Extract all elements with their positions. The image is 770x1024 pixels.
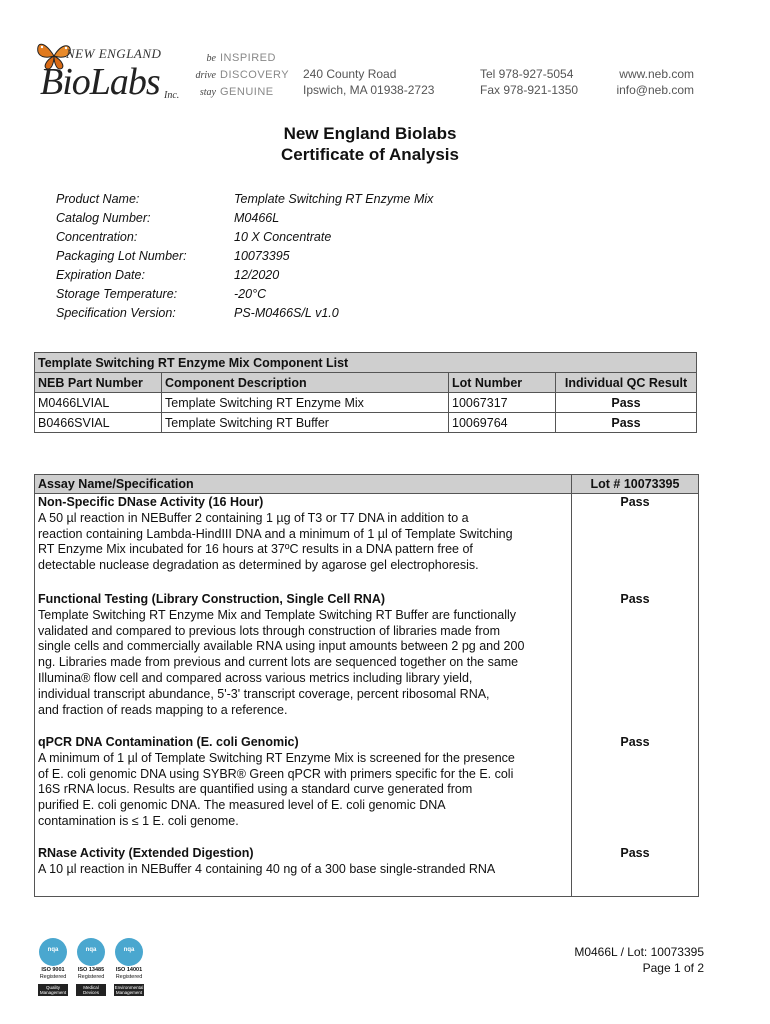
table-row [35, 413, 697, 433]
info-value: 10 X Concentrate [234, 230, 332, 244]
tagline [190, 50, 290, 101]
info-value: M0466L [234, 211, 280, 225]
iso-9001-badge [38, 938, 68, 998]
tagline-word: DISCOVERY [220, 69, 290, 81]
info-label: Concentration: [56, 230, 138, 244]
address-line: Ipswich, MA 01938-2723 [303, 83, 435, 97]
assay-item [38, 592, 566, 718]
assay-line: single cells and commercially available RNA using input amounts between 2 pg and 200 [38, 639, 525, 654]
tel: Tel 978-927-5054 [480, 67, 574, 81]
assay-line: Illumina® flow cell and compared across various metrics including library yield, [38, 670, 473, 685]
assay-body [35, 494, 698, 896]
assay-line: detectable nuclease degradation as determined by agarose gel electrophoresis. [38, 558, 479, 573]
company-title: New England Biolabs [283, 124, 457, 143]
assay-table [34, 474, 699, 897]
nqa-text: nqa [47, 947, 59, 953]
info-label: Catalog Number: [56, 211, 151, 225]
info-value: Template Switching RT Enzyme Mix [234, 192, 434, 206]
assay-line: contamination is ≤ 1 E. coli genome. [38, 813, 239, 828]
nqa-logo-icon [39, 938, 67, 966]
assay-item [38, 846, 566, 878]
iso-number: ISO 9001 [41, 967, 65, 973]
assay-line: A 10 µl reaction in NEBuffer 4 containing 40 ng of a 300 base single-stranded RNA [38, 861, 496, 876]
assay-line: 16S rRNA locus. Results are quantified using a standard curve generated from [38, 782, 473, 797]
iso-label: Medical Devices [76, 984, 106, 996]
info-label: Storage Temperature: [56, 287, 178, 301]
tagline-word: be [206, 53, 216, 64]
assay-line: purified E. coli genomic DNA. The measured level of E. coli genomic DNA [38, 798, 446, 813]
assay-result: Pass [620, 592, 650, 606]
assay-lot-label: Lot # 10073395 [590, 477, 680, 491]
table-cell: 10069764 [449, 413, 556, 433]
assay-name: Functional Testing (Library Construction, Single Cell RNA) [38, 592, 386, 606]
table-row [35, 393, 697, 413]
table-cell: B0466SVIAL [35, 413, 162, 433]
info-value: 12/2020 [234, 268, 280, 282]
tagline-word: GENUINE [220, 86, 274, 98]
iso-registered: Registered [39, 974, 67, 980]
column-header: Individual QC Result [556, 373, 697, 393]
nqa-text: nqa [85, 947, 97, 953]
nqa-logo-icon [115, 938, 143, 966]
info-value: 10073395 [234, 249, 290, 263]
assay-name: qPCR DNA Contamination (E. coli Genomic) [38, 735, 299, 749]
iso-label: Quality Management [39, 985, 67, 995]
info-value: PS-M0466S/L v1.0 [234, 306, 339, 320]
component-table-title: Template Switching RT Enzyme Mix Component List [35, 353, 697, 373]
tagline-word: drive [195, 70, 216, 81]
assay-line: A 50 µl reaction in NEBuffer 2 containing 1 µg of T3 or T7 DNA in addition to a [38, 510, 469, 525]
info-label: Expiration Date: [56, 268, 145, 282]
info-label: Packaging Lot Number: [56, 249, 187, 263]
footer [500, 944, 704, 976]
iso-14001-badge [114, 938, 144, 998]
info-value: -20°C [234, 287, 267, 301]
address-block [303, 66, 434, 98]
assay-header [35, 475, 698, 494]
assay-result: Pass [620, 735, 650, 749]
assay-item [38, 495, 566, 574]
table-cell: Template Switching RT Buffer [162, 413, 449, 433]
iso-registered: Registered [115, 974, 143, 980]
nqa-logo-icon [77, 938, 105, 966]
assay-line: and fraction of reads mapping to a reference. [38, 702, 288, 717]
footer-lot: M0466L / Lot: 10073395 [574, 945, 704, 959]
qc-result: Pass [556, 413, 697, 433]
info-label: Specification Version: [56, 306, 176, 320]
tagline-word: INSPIRED [220, 52, 276, 64]
qc-result: Pass [556, 393, 697, 413]
info-label: Product Name: [56, 192, 140, 206]
logo-top-text: NEW ENGLAND [66, 46, 162, 61]
assay-header-label: Assay Name/Specification [38, 477, 194, 491]
table-cell: Template Switching RT Enzyme Mix [162, 393, 449, 413]
fax: Fax 978-921-1350 [480, 83, 579, 97]
page-number: Page 1 of 2 [642, 961, 704, 975]
column-header: Lot Number [449, 373, 556, 393]
iso-registered: Registered [77, 974, 105, 980]
iso-13485-badge [76, 938, 106, 998]
assay-line: of E. coli genomic DNA using SYBR® Green qPCR with primers specific for the E. coli [38, 766, 514, 781]
table-cell: 10067317 [449, 393, 556, 413]
web-block [560, 66, 694, 98]
iso-label: Environmental Management [114, 985, 144, 995]
iso-number: ISO 13485 [77, 967, 105, 973]
column-header: Component Description [162, 373, 449, 393]
address-line: 240 County Road [303, 67, 397, 81]
iso-number: ISO 14001 [115, 967, 143, 973]
assay-line: ng. Libraries made from previous and current lots are sequenced together on the same [38, 655, 519, 670]
assay-line: individual transcript abundance, 5'-3' transcript coverage, percent ribosomal RNA, [38, 686, 490, 701]
nqa-text: nqa [123, 947, 135, 953]
assay-name: Non-Specific DNase Activity (16 Hour) [38, 495, 264, 509]
assay-line: A minimum of 1 µl of Template Switching RT Enzyme Mix is screened for the presence [38, 750, 515, 765]
assay-result: Pass [620, 846, 650, 860]
component-table-header [35, 373, 697, 393]
tagline-word: stay [199, 87, 216, 98]
website-link[interactable]: www.neb.com [619, 67, 694, 81]
assay-line: Template Switching RT Enzyme Mix and Template Switching RT Buffer are functionally [38, 607, 517, 622]
assay-line: reaction containing Lambda-HindIII DNA and a minimum of 1 µl of Template Switching [38, 526, 513, 541]
assay-name: RNase Activity (Extended Digestion) [38, 846, 254, 860]
assay-line: validated and compared to previous lots through construction of libraries made from [38, 623, 501, 638]
column-header: NEB Part Number [35, 373, 162, 393]
email-link[interactable]: info@neb.com [616, 83, 694, 97]
logo-main-text: BioLabs [40, 61, 160, 103]
table-cell: M0466LVIAL [35, 393, 162, 413]
component-table-title-row [35, 353, 697, 373]
neb-logo [34, 38, 194, 108]
assay-item [38, 735, 566, 830]
component-table [34, 352, 697, 433]
assay-line: RT Enzyme Mix incubated for 16 hours at 37ºC results in a DNA pattern free of [38, 542, 473, 557]
logo-inc-text: Inc. [164, 90, 180, 101]
assay-result: Pass [620, 495, 650, 509]
document-title: Certificate of Analysis [281, 145, 459, 164]
